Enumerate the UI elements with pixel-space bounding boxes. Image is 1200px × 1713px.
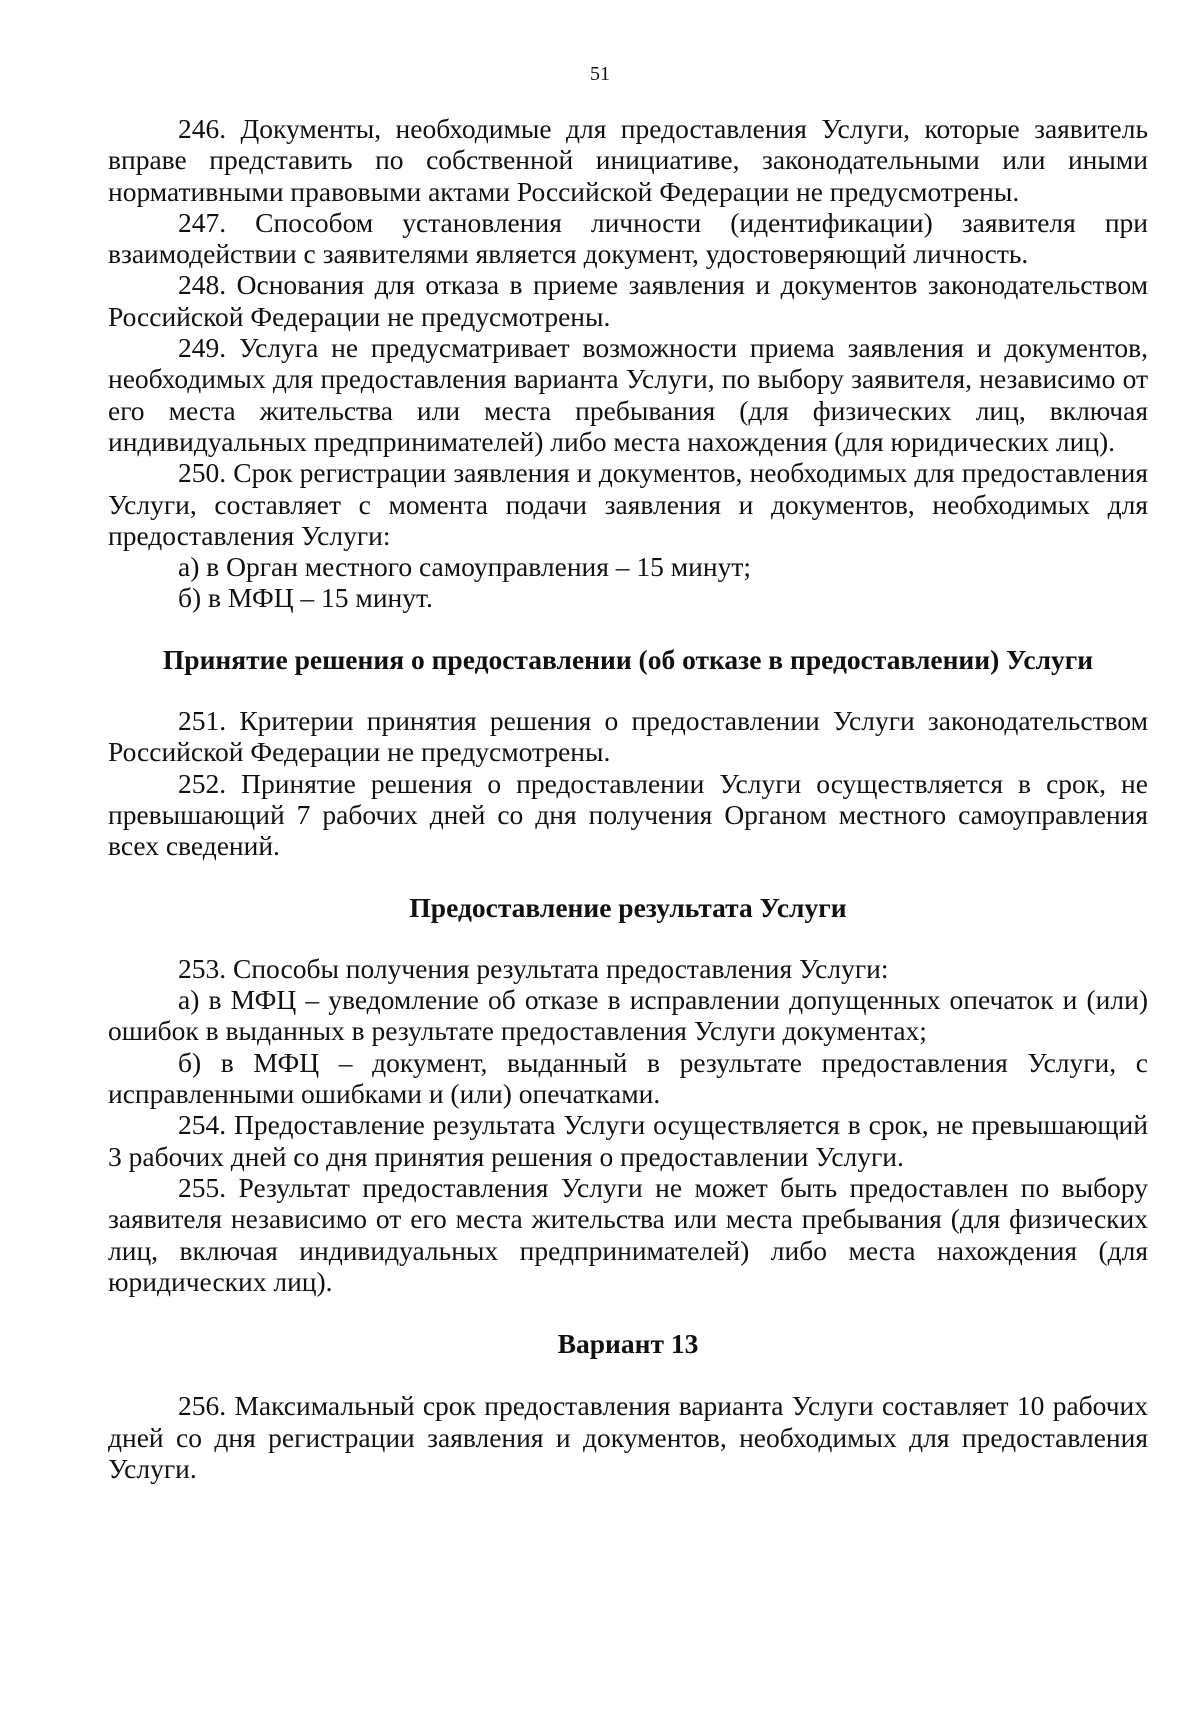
- section-heading-variant-13: Вариант 13: [557, 1328, 699, 1360]
- section-heading-result: Предоставление результата Услуги: [409, 891, 847, 923]
- paragraph-251: 251. Критерии принятия решения о предоставлении Услуги законодательством Российской Федерации не предусмотрены.: [108, 705, 1148, 768]
- paragraph-248: 248. Основания для отказа в приеме заявления и документов законодательством Российской Федерации не предусмотрены.: [108, 269, 1148, 332]
- paragraph-255: 255. Результат предоставления Услуги не может быть предоставлен по выбору заявителя независимо от его места жительства или места пребывания (для физических лиц, включая индивидуальных предпринимателей) либо места нахождения (для юридических лиц).: [108, 1171, 1148, 1297]
- paragraph-253: 253. Способы получения результата предоставления Услуги:: [178, 952, 889, 984]
- paragraph-247: 247. Способом установления личности (идентификации) заявителя при взаимодействии с заявителями является документ, удостоверяющий личность.: [108, 206, 1148, 270]
- paragraph-249: 249. Услуга не предусматривает возможности приема заявления и документов, необходимых для предоставления варианта Услуги, по выбору заявителя, независимо от его места жительства или места пребывания (для физических лиц, включая индивидуальных предпринимателей) либо места нахождения (для юридических лиц).: [108, 332, 1148, 457]
- page-number: 51: [590, 63, 610, 85]
- paragraph-250: 250. Срок регистрации заявления и документов, необходимых для предоставления Услуги, составляет с момента подачи заявления и документов, необходимых для предоставления Услуги:: [108, 457, 1148, 551]
- paragraph-254: 254. Предоставление результата Услуги осуществляется в срок, не превышающий 3 рабочих дней со дня принятия решения о предоставлении Услуги.: [108, 1109, 1148, 1172]
- document-body: [108, 113, 1148, 1484]
- paragraph-246: 246. Документы, необходимые для предоставления Услуги, которые заявитель вправе представить по собственной инициативе, законодательными или иными нормативными правовыми актами Российской Федерации не предусмотрены.: [108, 113, 1148, 207]
- paragraph-250-item-a: а) в Орган местного самоуправления – 15 минут;: [178, 551, 752, 583]
- paragraph-256: 256. Максимальный срок предоставления варианта Услуги составляет 10 рабочих дней со дня регистрации заявления и документов, необходимых для предоставления Услуги.: [108, 1390, 1148, 1484]
- paragraph-253-item-a: а) в МФЦ – уведомление об отказе в исправлении допущенных опечаток и (или) ошибок в выданных в результате предоставления Услуги документах;: [108, 984, 1148, 1047]
- paragraph-253-item-b: б) в МФЦ – документ, выданный в результате предоставления Услуги, с исправленными ошибками и (или) опечатками.: [108, 1046, 1148, 1110]
- section-heading-decision: Принятие решения о предоставлении (об отказе в предоставлении) Услуги: [162, 643, 1094, 675]
- paragraph-252: 252. Принятие решения о предоставлении Услуги осуществляется в срок, не превышающий 7 рабочих дней со дня получения Органом местного самоуправления всех сведений.: [108, 767, 1148, 862]
- paragraph-250-item-b: б) в МФЦ – 15 минут.: [178, 582, 433, 614]
